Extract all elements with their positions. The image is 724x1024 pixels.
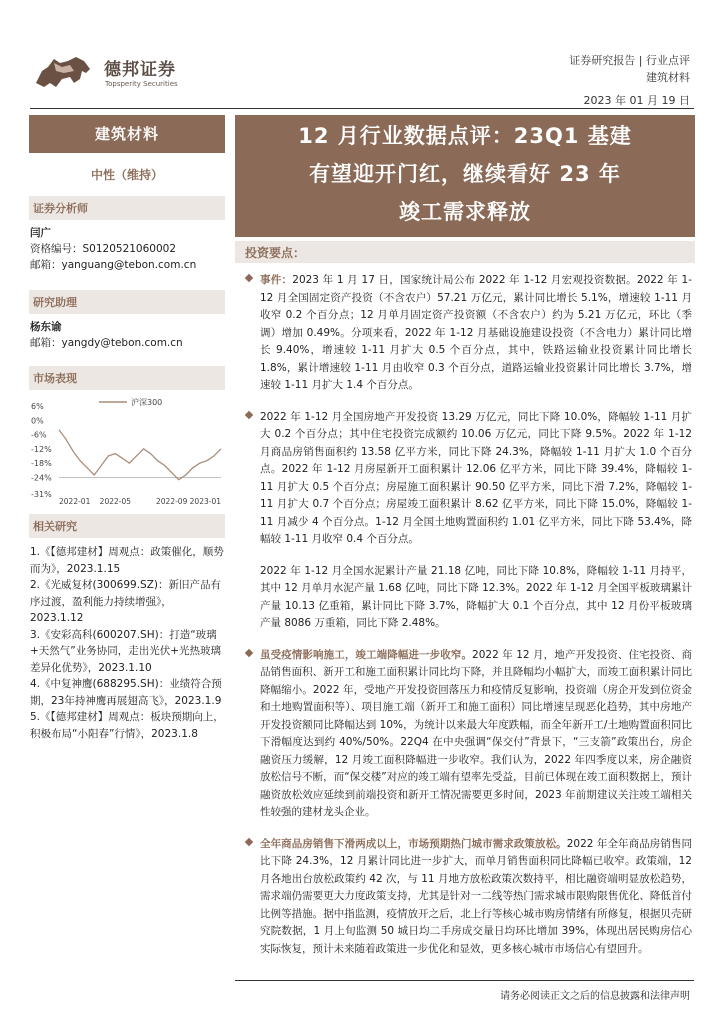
market-section-title: 市场表现: [29, 366, 225, 390]
main-body: [248, 272, 692, 972]
analyst-name: 闫广: [30, 227, 51, 239]
analyst-section-title: 证券分析师: [29, 196, 225, 220]
paragraph-real-estate: [248, 409, 692, 549]
report-type-block: [569, 52, 690, 86]
title-line-2: 有望迎开门红，继续看好 23 年: [309, 162, 621, 186]
series-line-hs300: [59, 430, 221, 480]
y-tick-label: -6%: [31, 430, 47, 440]
assistant-section-title: 研究助理: [29, 290, 225, 314]
related-item[interactable]: 2.《光威复材(300699.SZ)：新旧产品有序过渡，盈利能力持续增强》，2023.1.12: [30, 579, 221, 624]
industry-label: 建筑材料: [29, 115, 225, 153]
y-tick-label: -12%: [31, 444, 52, 454]
legend-label: 沪深300: [131, 398, 163, 407]
related-item[interactable]: 3.《安彩高科(600207.SH)：打造“玻璃+天然气”业务协同，走出光伏+光热玻璃差异化优势》，2023.1.10: [30, 628, 222, 674]
paragraph-text: 2022 年全年商品房销售同比下降 24.3%，12 月累计同比进一步扩大，而单月销售面积同比降幅已收窄。政策端，12 月各地出台放松政策约 42 次，与 11 月地方放松政策次数持平，相比融资端明显放松趋势，需求端仍需要更大力度政策支持，尤其是针对一二线等热门需求城市限购限售优化、降低首付比例等措施。据中指监测，疫情放开之后，北上行等核心城市购房情绪有所修复，根据贝壳研究院数据，1 月上旬监测 50 城日均二手房成交量日均环比增加 39%，体现出居民购房信心实际恢复，预计未来随着政策进一步优化和显效，更多核心城市市场信心有望回升。: [260, 837, 693, 955]
x-tick-label: 2022-09: [156, 497, 188, 506]
related-item[interactable]: 5.《【德邦建材】周观点：板块预期向上，积极布局“小阳春”行情》，2023.1.8: [30, 711, 224, 740]
y-tick-label: -31%: [31, 490, 52, 499]
y-tick-label: 0%: [31, 416, 44, 426]
paragraph-text: 2022 年 1-12 月全国房地产开发投资 13.29 万亿元，同比下降 10.0%，降幅较 1-11 月扩大 0.2 个百分点；其中住宅投资完成额约 10.06 万亿元，同比下降 9.5%。2022 年 1-12 月商品房销售面积约 13.58 亿平方米，同比下降 24.3%，降幅较 1-11 月扩大 1.0 个百分点。2022 年 1-12 月房屋新开工面积累计 12.06 亿平方米，同比下降 39.4%，降幅较 1-11 月扩大 0.5 个百分点；房屋施工面积累计 90.50 亿平方米，同比下滑 7.2%，降幅较 1-11 月扩大 0.7 个百分点；房屋竣工面积累计 8.62 亿平方米，同比下降 15.0%，降幅较 1-11 月减少 4 个百分点。1-12 月全国土地购置面积约 1.01 亿平方米，同比下降 53.4%，降幅较 1-11 月收窄 0.4 个百分点。: [260, 410, 692, 545]
market-chart-svg: [29, 396, 225, 508]
related-list: [29, 544, 225, 742]
diamond-bullet-icon: [245, 648, 253, 656]
paragraph-cement-glass: [248, 563, 692, 633]
title-line-1: 12 月行业数据点评：23Q1 基建: [298, 124, 632, 148]
bull-logo-icon: [34, 53, 92, 91]
x-tick-label: 2022-01: [59, 497, 91, 506]
report-header: [0, 0, 724, 108]
footer-divider: [235, 980, 694, 981]
title-line-3: 竣工需求释放: [399, 200, 531, 224]
paragraph-sales: [248, 836, 692, 959]
y-tick-label: 6%: [31, 402, 44, 411]
paragraph-event: [248, 272, 692, 395]
y-tick-label: -18%: [31, 459, 52, 469]
assistant-name: 杨东谕: [30, 321, 62, 333]
paragraph-text: 2022 年 1-12 月全国水泥累计产量 21.18 亿吨，同比下降 10.8%，降幅较 1-11 月持平，其中 12 月单月水泥产量 1.68 亿吨，同比下降 12.3%。2022 年 1-12 月全国平板玻璃累计产量 10.13 亿重箱，累计同比下降 3.7%，降幅扩大 0.1 个百分点，其中 12 月份平板玻璃产量 8086 万重箱，同比下降 2.48%。: [260, 564, 692, 629]
x-tick-label: 2022-05: [99, 497, 132, 506]
diamond-bullet-icon: [245, 837, 253, 845]
paragraph-lead: 虽受疫情影响施工，竣工端降幅进一步收窄。: [260, 648, 473, 661]
related-item[interactable]: 1.《【德邦建材】周观点：政策催化，顺势而为》，2023.1.15: [30, 546, 224, 575]
assistant-email[interactable]: 邮箱：yangdy@tebon.com.cn: [30, 337, 183, 349]
related-section-title: 相关研究: [29, 514, 225, 538]
paragraph-text: 2023 年 1 月 17 日，国家统计局公布 2022 年 1-12 月宏观投资数据。2022 年 1-12 月全国固定资产投资（不含农户）57.21 万亿元，累计同比增长 5.1%，增速较 1-11 月收窄 0.2 个百分点；12 月单月固定资产投资额（不含农户）约为 5.21 万亿元，环比（季调）增加 0.49%。分项来看，2022 年 1-12 月基础设施建设投资（不含电力）累计同比增长 9.40%，增速较 1-11 月扩大 0.5 个百分点，其中，铁路运输业投资累计同比增长 1.8%，累计增速较 1-11 月由收窄 0.3 个百分点，道路运输业投资累计同比增长 3.7%，增速较 1-11 月扩大 1.4 个百分点。: [260, 274, 693, 391]
brand-subtitle: Topsperity Securities: [105, 80, 178, 88]
report-date: 2023 年 01 月 19 日: [583, 94, 690, 107]
market-chart: [29, 396, 225, 508]
paragraph-lead: 全年商品房销售下滑两成以上，市场预期热门城市需求政策放松。: [260, 837, 567, 850]
paragraph-lead: 事件：: [260, 274, 293, 286]
paragraph-completion: [248, 647, 692, 822]
analyst-email[interactable]: 邮箱：yanguang@tebon.com.cn: [30, 259, 197, 271]
header-divider: [30, 108, 694, 109]
rating: 中性（维持）: [90, 168, 163, 182]
report-title: [235, 115, 695, 237]
paragraph-text: 2022 年 12 月，地产开发投资、住宅投资、商品销售面积、新开工和施工面积累计同比均下降，并且降幅均小幅扩大，而竣工面积累计同比降幅缩小。2022 年，受地产开发投资回落压力和疫情反复影响，投资端（房企开发到位资金和土地购置面积等）、项目施工端（新开工和施工面积）同比增速呈现恶化趋势，其中房地产开发投资额同比降幅达到 10%，为统计以来最大年度跌幅，而全年新开工/土地购置面积同比下滑幅度达到约 40%/50%。22Q4 在中央强调“保交付”背景下，“三支箭”政策出台，房企融资压力缓解，12 月竣工面积降幅进一步收窄。我们认为，2022 年四季度以来，房企融资放松信号不断，而“保交楼”对应的竣工端有望率先受益，目前已体现在竣工面积数据上，预计融资放松效应延续到前端投资和新开工情况需要更多时间，2023 年前期建议关注竣工端相关性较强的建材龙头企业。: [260, 648, 692, 818]
sidebar: [29, 115, 225, 742]
report-type: 证券研究报告 | 行业点评: [569, 54, 690, 67]
y-tick-label: -24%: [31, 473, 52, 483]
analyst-cert: 资格编号：S0120521060002: [30, 243, 177, 255]
diamond-bullet-icon: [245, 274, 253, 282]
industry-tag: 建筑材料: [646, 71, 690, 84]
key-points-heading: 投资要点：: [235, 241, 695, 263]
x-tick-label: 2023-01: [189, 497, 221, 506]
brand-name: 德邦证券: [104, 60, 176, 80]
diamond-bullet-icon: [245, 410, 253, 418]
related-item[interactable]: 4.《中复神鹰(688295.SH)：业绩符合预期，23年持神鹰再展翅高飞》，2023.1.9: [30, 678, 222, 707]
footer-disclaimer: 请务必阅读正文之后的信息披露和法律声明: [500, 991, 690, 1002]
